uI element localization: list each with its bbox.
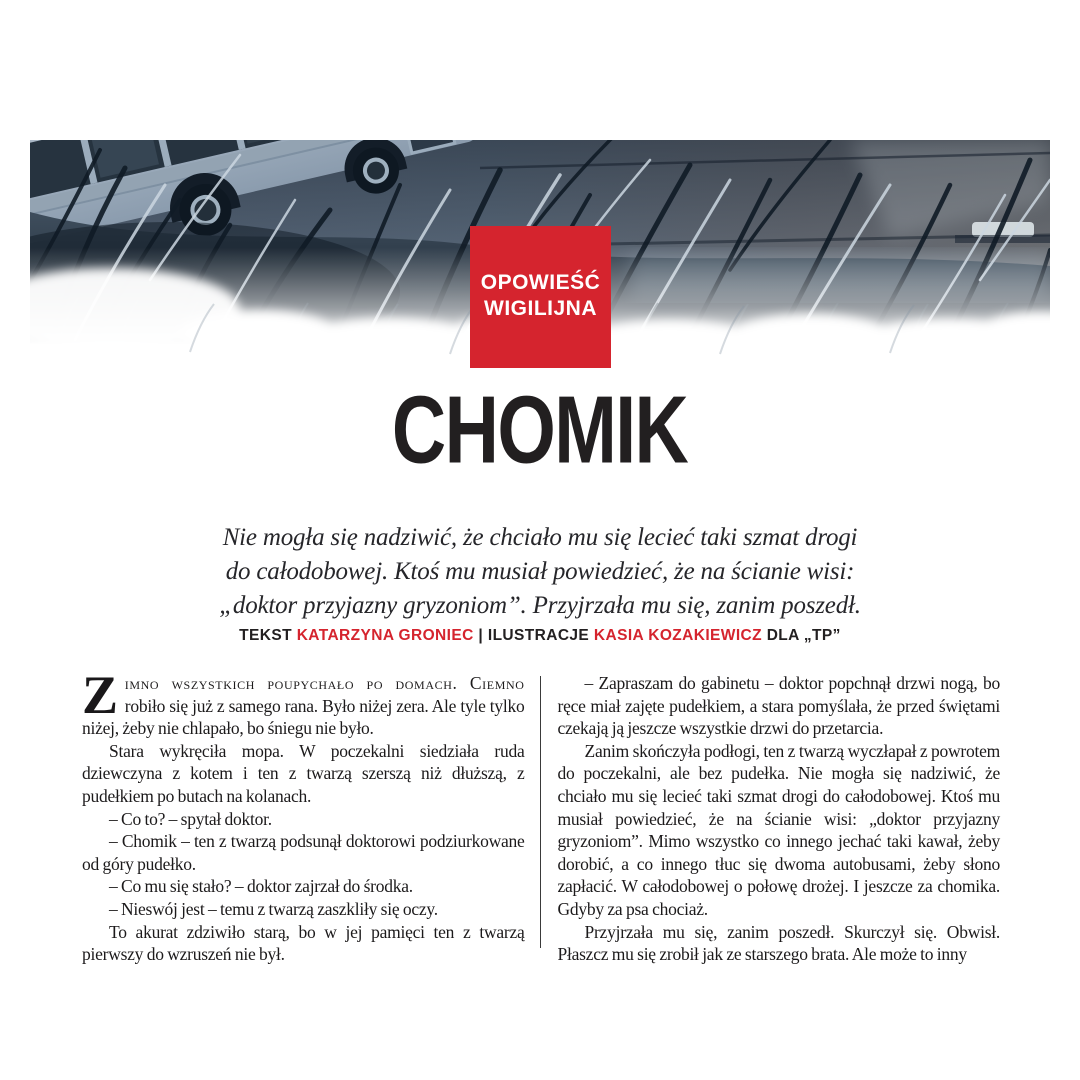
drop-cap: Z — [82, 665, 118, 725]
lede-line: do całodobowej. Ktoś mu musiał powiedzieć, że na ścianie wisi: — [225, 558, 855, 585]
byline-segment: ILUSTRACJE — [487, 627, 594, 644]
paragraph: Zimno wszystkich poupychało po domach. Ciemno robiło się już z samego rana. Było niżej zera. Ale tyle tylko niżej, żeby nie chlapało, bo śniegu nie było. — [82, 665, 525, 739]
byline — [0, 627, 1080, 645]
paragraph: Stara wykręciła mopa. W poczekalni siedziała ruda dziewczyna z kotem i ten z twarzą szerszą niż dłuższą, z pudełkiem po butach na kolanach. — [82, 740, 525, 806]
badge-label-line1: OPOWIEŚĆ — [480, 271, 601, 294]
column-left — [82, 665, 525, 966]
byline-segment: KASIA KOZAKIEWICZ — [593, 627, 762, 644]
byline-segment: KATARZYNA GRONIEC — [296, 627, 474, 644]
paragraph: – Nieswój jest – temu z twarzą zaszkliły się oczy. — [109, 898, 438, 919]
byline-segment: | — [473, 627, 488, 644]
paragraph: Zanim skończyła podłogi, ten z twarzą wyczłapał z powrotem do poczekalni, ale bez pudełka. Nie mogła się nadziwić, że chciało mu się lecieć taki szmat drogi do całodobowej. Ktoś mu musiał powiedzieć, że na ścianie wisi: „doktor przyjazny gryzoniom”. Mimo wszystko co innego jechać taki kawał, żeby dorobić, a co innego tłuc się dwoma autobusami, żeby słono zapłacić. W całodobowej o połowę drożej. I jeszcze za chomika. Gdyby za psa chociaż. — [557, 740, 1000, 919]
lede-line: Nie mogła się nadziwić, że chciało mu się lecieć taki szmat drogi — [222, 524, 858, 551]
paragraph: – Zapraszam do gabinetu – doktor popchnął drzwi nogą, bo ręce miał zajęte pudełkiem, a stara pomyślała, że przed świętami czekają ją jeszcze wszystkie drzwi do przetarcia. — [557, 673, 1000, 739]
badge-label-line2: WIGILIJNA — [484, 297, 597, 320]
article-body — [82, 665, 1000, 966]
column-right — [558, 672, 1001, 966]
lede-line: „doktor przyjazny gryzoniom”. Przyjrzała mu się, zanim poszedł. — [219, 592, 861, 619]
paragraph: Przyjrzała mu się, zanim poszedł. Skurczył się. Obwisł. Płaszcz mu się zrobił jak ze starszego brata. Ale może to inny — [557, 921, 1000, 965]
small-caps-lead: imno wszystkich poupychało po domach. Ciemno — [124, 673, 525, 693]
title-wrap — [0, 375, 1080, 484]
lede — [0, 521, 1080, 623]
article-title: CHOMIK — [392, 375, 688, 484]
section-badge — [470, 226, 611, 368]
paragraph: To akurat zdziwiło starą, bo w jej pamięci ten z twarzą pierwszy do wzruszeń nie był. — [82, 921, 525, 965]
byline-segment: TEKST — [239, 627, 297, 644]
paragraph: – Co mu się stało? – doktor zajrzał do środka. — [109, 876, 413, 897]
paragraph: – Co to? – spytał doktor. — [109, 808, 272, 829]
paragraph: – Chomik – ten z twarzą podsunął doktorowi podziurkowane od góry pudełko. — [82, 831, 525, 874]
byline-segment: DLA „TP” — [762, 627, 841, 644]
